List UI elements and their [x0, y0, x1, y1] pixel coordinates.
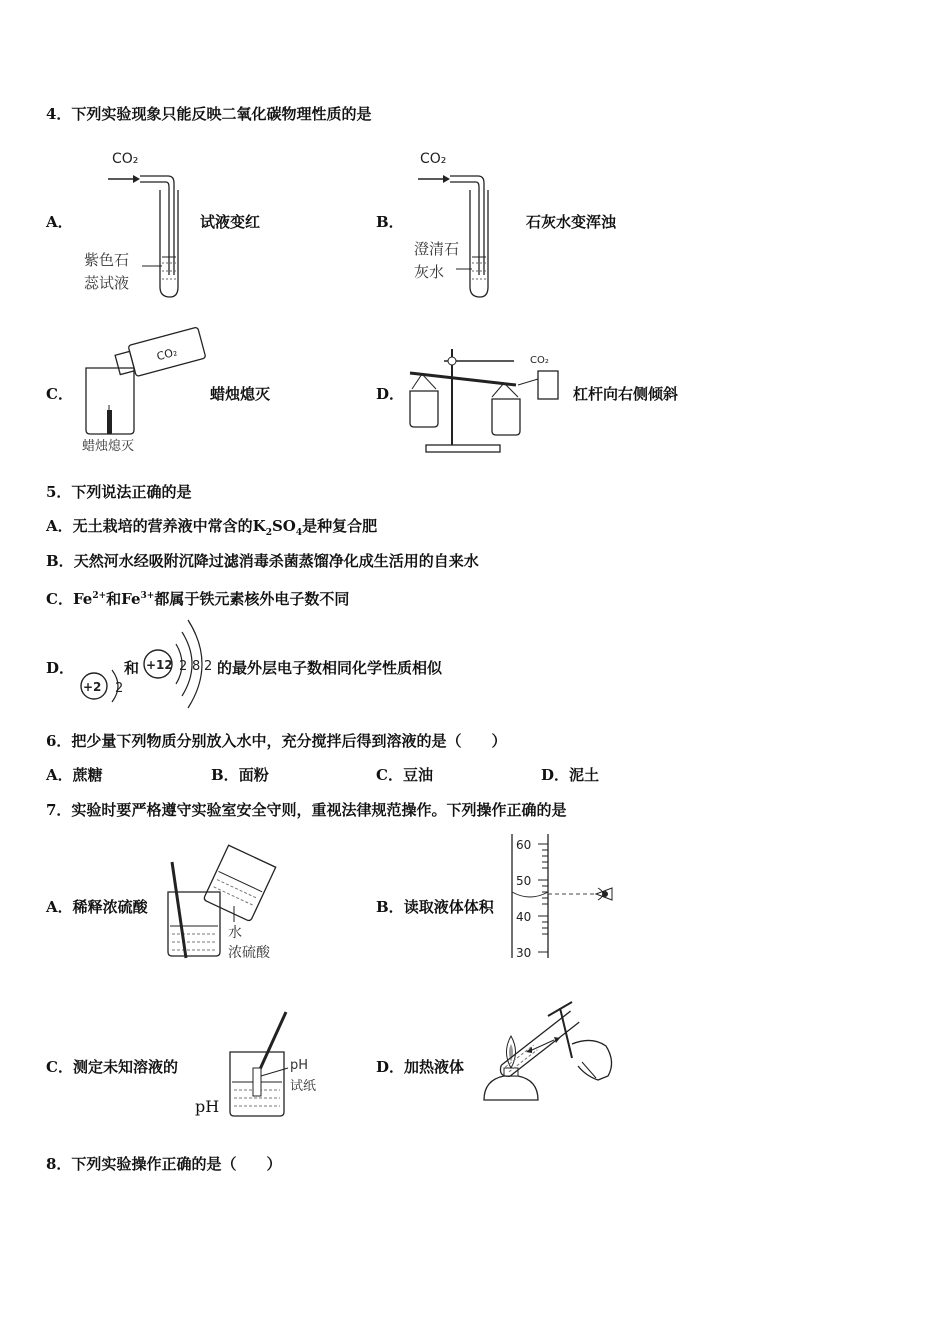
q6-option-c — [376, 765, 433, 785]
q7-option-a — [46, 897, 148, 917]
q7-a-letter: A． — [46, 898, 73, 916]
q5-d-text: 的最外层电子数相同化学性质相似 — [217, 659, 443, 677]
q7-c-letter: C． — [46, 1058, 73, 1076]
q7-option-d — [376, 1057, 464, 1077]
q4-c-beaker-candle-figure — [76, 322, 216, 452]
q4-b-fig-label-2: 灰水 — [414, 263, 445, 281]
q4-option-c-text: 蜡烛熄灭 — [210, 385, 271, 403]
q4-b-gas-label: CO₂ — [420, 151, 447, 167]
q6-c-text: 豆油 — [402, 766, 433, 784]
q5-a-post: 是种复合肥 — [302, 517, 378, 535]
q7-a-text: 稀释浓硫酸 — [72, 898, 148, 916]
q7-a-fig-label-2: 浓硫酸 — [228, 945, 270, 961]
q5-atom2-shell2: 8 — [192, 659, 201, 674]
q5-atom1-shell: 2 — [115, 681, 124, 696]
q5-atom2-shell1: 2 — [179, 659, 188, 674]
q6-b-text: 面粉 — [238, 766, 269, 784]
q4-c-gas-label: CO₂ — [155, 345, 179, 364]
q5-option-c — [46, 586, 349, 609]
q5-b-text: 天然河水经吸附沉降过滤消毒杀菌蒸馏净化成生活用的自来水 — [73, 552, 479, 570]
q4-stem: 4．下列实验现象只能反映二氧化碳物理性质的是 — [46, 105, 372, 123]
q5-atom2-shell3: 2 — [204, 659, 213, 674]
q7-b-tick-60: 60 — [516, 838, 532, 852]
q7-option-c — [46, 1057, 178, 1077]
q4-d-gas-label: CO₂ — [530, 355, 549, 366]
q4-c-fig-caption: 蜡烛熄灭 — [82, 439, 135, 454]
q4-b-fig-label-1: 澄清石 — [414, 240, 460, 258]
q5-atom2-nucleus: +12 — [146, 658, 173, 672]
q7-c-text: 测定未知溶液的 — [72, 1058, 178, 1076]
q5-d-and: 和 — [124, 659, 140, 677]
q5-a-mid: SO — [271, 517, 296, 535]
q7-b-tick-50: 50 — [516, 874, 532, 888]
q4-a-gas-label: CO₂ — [112, 151, 139, 167]
q4-option-a-text: 试液变红 — [200, 213, 261, 231]
q4-option-b-letter: B． — [376, 213, 404, 231]
q4-option-b-text: 石灰水变浑浊 — [526, 213, 617, 231]
q6-d-text: 泥土 — [569, 766, 600, 784]
q4-option-a-letter: A． — [46, 213, 73, 231]
q7-option-b — [376, 897, 494, 917]
q5-stem: 5．下列说法正确的是 — [46, 483, 192, 501]
q7-c-fig-label-2: 试纸 — [290, 1079, 317, 1094]
q5-option-a — [46, 516, 377, 543]
q6-stem: 6．把少量下列物质分别放入水中，充分搅拌后得到溶液的是（ ） — [46, 732, 507, 750]
q7-d-letter: D． — [376, 1058, 405, 1076]
q5-a-letter: A． — [46, 517, 73, 535]
q4-a-fig-label-2: 蕊试液 — [84, 274, 130, 292]
q4-a-fig-label-1: 紫色石 — [84, 251, 130, 269]
q4-b-test-tube-figure — [388, 145, 508, 305]
q4-option-d-letter: D． — [376, 385, 405, 403]
q7-b-graduated-cylinder-figure — [508, 832, 628, 962]
q6-option-d — [541, 765, 599, 785]
q5-c-and: 和 — [106, 590, 122, 608]
q7-b-tick-30: 30 — [516, 946, 532, 960]
q6-a-text: 蔗糖 — [72, 766, 103, 784]
q7-a-fig-label-1: 水 — [228, 925, 242, 941]
q6-a-letter: A． — [46, 766, 73, 784]
q7-stem: 7．实验时要严格遵守实验室安全守则，重视法律规范操作。下列操作正确的是 — [46, 801, 567, 819]
q5-atom1-nucleus: +2 — [83, 680, 102, 694]
q5-c-fe2: Fe — [121, 590, 141, 608]
q4-d-lever-balance-figure — [404, 345, 564, 460]
q4-option-c-letter: C． — [46, 385, 73, 403]
q5-c-post: 都属于铁元素核外电子数不同 — [154, 590, 350, 608]
q7-c-fig-label-1: pH — [290, 1058, 309, 1073]
q7-b-text: 读取液体体积 — [403, 898, 494, 916]
q5-option-b — [46, 551, 479, 571]
q5-atom-structure-magnesium — [142, 616, 222, 716]
q5-c-fe1: Fe — [72, 590, 93, 608]
q7-b-letter: B． — [376, 898, 404, 916]
q5-a-pre: 无土栽培的营养液中常含的K — [72, 517, 266, 535]
q5-c-letter: C． — [46, 590, 73, 608]
q7-c-ph-test-figure — [226, 1008, 336, 1118]
q5-c-sup1: 2+ — [92, 591, 107, 601]
q6-option-b — [211, 765, 269, 785]
q6-b-letter: B． — [211, 766, 239, 784]
q7-c-extra-ph: pH — [195, 1097, 220, 1116]
q5-b-letter: B． — [46, 552, 74, 570]
q6-c-letter: C． — [376, 766, 403, 784]
q7-d-text: 加热液体 — [404, 1058, 465, 1076]
q6-d-letter: D． — [541, 766, 570, 784]
q5-a-sub2: 4 — [295, 528, 303, 538]
q7-b-tick-40: 40 — [516, 910, 532, 924]
q5-a-sub1: 2 — [265, 528, 272, 538]
q5-d-letter: D． — [46, 659, 75, 677]
q6-option-a — [46, 765, 103, 785]
q8-stem: 8．下列实验操作正确的是（ ） — [46, 1155, 282, 1173]
q4-option-d-text: 杠杆向右侧倾斜 — [573, 385, 679, 403]
q5-c-sup2: 3+ — [140, 591, 155, 601]
q7-d-heating-liquid-figure — [474, 992, 624, 1117]
